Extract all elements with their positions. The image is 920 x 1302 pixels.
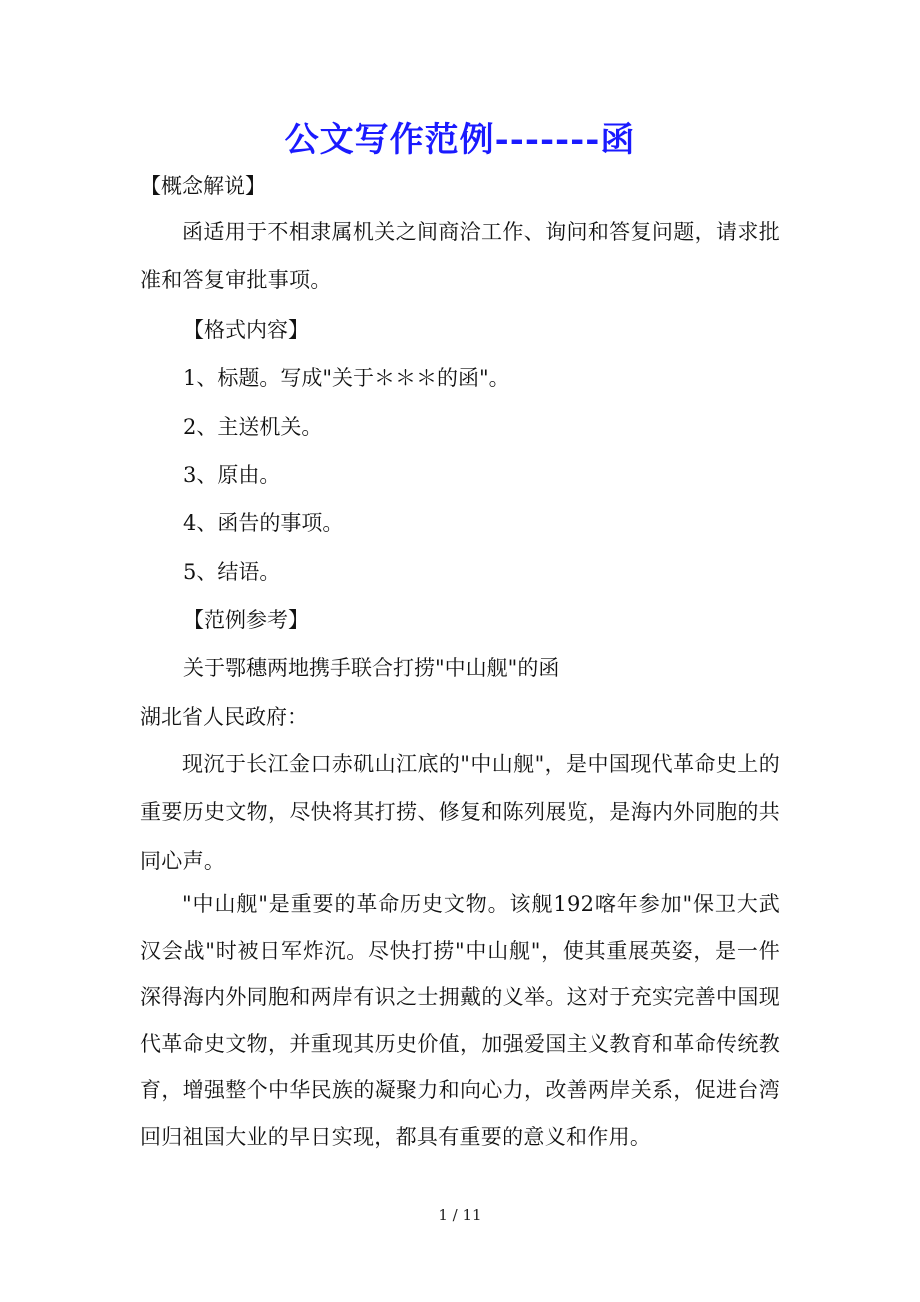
concept-text: 函适用于不相隶属机关之间商洽工作、询问和答复问题，请求批准和答复审批事项。 — [140, 220, 780, 293]
body-paragraph: "中山舰"是重要的革命历史文物。该舰192喀年参加"保卫大武汉会战"时被日军炸沉。尽快打捞"中山舰"，使其重展英姿，是一件深得海内外同胞和两岸有识之士拥戴的义举。这对于充实完善中国现代革命史文物，并重现其历史价值，加强爱国主义教育和革命传统教育，增强整个中华民族的凝聚力和向心力，改善两岸关系，促进台湾回归祖国大业的早日实现，都具有重要的意义和作用。 — [140, 892, 780, 1149]
format-item: 4、函告的事项。 — [183, 511, 344, 535]
body-paragraph: 现沉于长江金口赤矶山江底的"中山舰"，是中国现代革命史上的重要历史文物，尽快将其打捞、修复和陈列展览，是海内外同胞的共同心声。 — [140, 752, 780, 873]
format-item: 3、原由。 — [183, 463, 281, 487]
page-indicator: 1 / 11 — [438, 1206, 482, 1224]
format-heading: 【格式内容】 — [183, 318, 309, 342]
example-heading: 【范例参考】 — [183, 608, 309, 632]
document-title: 公文写作范例-------函 — [284, 120, 636, 160]
concept-heading: 【概念解说】 — [140, 174, 266, 198]
format-item: 2、主送机关。 — [183, 415, 323, 439]
format-item: 5、结语。 — [183, 560, 281, 584]
format-item: 1、标题。写成"关于＊＊＊的函"。 — [183, 366, 510, 390]
recipient-line: 湖北省人民政府： — [140, 705, 308, 729]
example-title: 关于鄂穗两地携手联合打捞"中山舰"的函 — [183, 656, 560, 680]
